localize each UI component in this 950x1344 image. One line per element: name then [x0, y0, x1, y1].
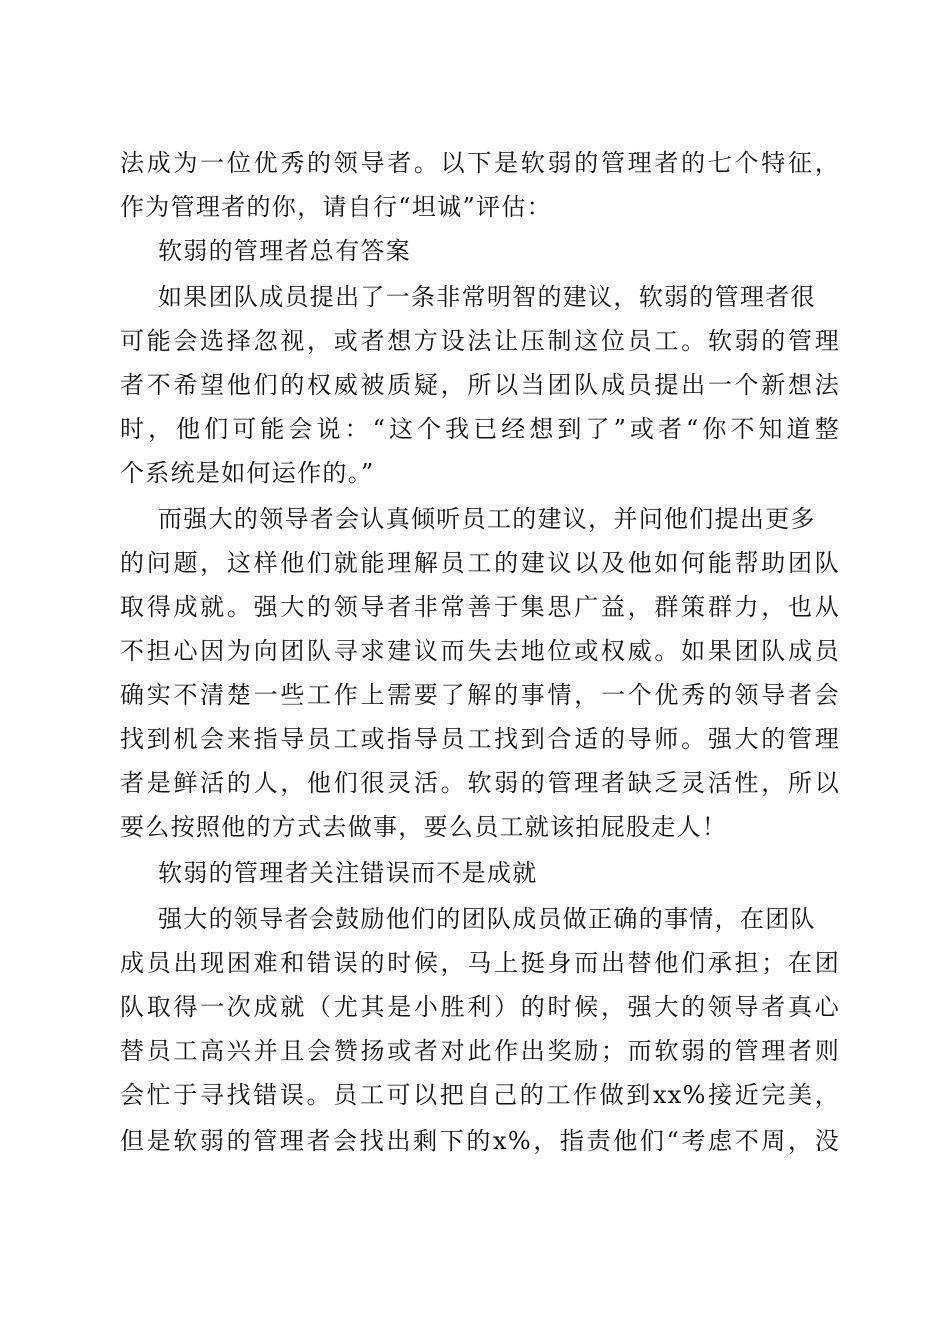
text-line: 确实不清楚一些工作上需要了解的事情，一个优秀的领导者会 — [120, 681, 840, 709]
text-line: 取得成就。强大的领导者非常善于集思广益，群策群力，也从 — [120, 593, 840, 621]
section-heading: 软弱的管理者关注错误而不是成就 — [158, 859, 538, 887]
text-line: 可能会选择忽视，或者想方设法让压制这位员工。软弱的管理 — [120, 327, 840, 355]
text-line: 会忙于寻找错误。员工可以把自己的工作做到xx%接近完美， — [120, 1081, 840, 1109]
text-line: 强大的领导者会鼓励他们的团队成员做正确的事情，在团队 — [158, 905, 816, 933]
text-line: 作为管理者的你，请自行“坦诚”评估： — [120, 193, 552, 221]
text-line: 如果团队成员提出了一条非常明智的建议，软弱的管理者很 — [158, 283, 816, 311]
text-line: 找到机会来指导员工或指导员工找到合适的导师。强大的管理 — [120, 725, 840, 753]
text-line: 成员出现困难和错误的时候，马上挺身而出替他们承担；在团 — [120, 949, 840, 977]
text-line: 替员工高兴并且会赞扬或者对此作出奖励；而软弱的管理者则 — [120, 1037, 840, 1065]
text-line: 但是软弱的管理者会找出剩下的x%，指责他们“考虑不周，没 — [120, 1127, 840, 1155]
text-line: 个系统是如何运作的。” — [120, 459, 375, 487]
text-line: 队取得一次成就（尤其是小胜利）的时候，强大的领导者真心 — [120, 993, 840, 1021]
text-line: 者是鲜活的人，他们很灵活。软弱的管理者缺乏灵活性，所以 — [120, 769, 840, 797]
text-line: 的问题，这样他们就能理解员工的建议以及他如何能帮助团队 — [120, 549, 840, 577]
text-line: 要么按照他的方式去做事，要么员工就该拍屁股走人！ — [120, 813, 728, 841]
text-line: 法成为一位优秀的领导者。以下是软弱的管理者的七个特征， — [120, 149, 840, 177]
text-line: 不担心因为向团队寻求建议而失去地位或权威。如果团队成员 — [120, 637, 840, 665]
section-heading: 软弱的管理者总有答案 — [158, 237, 411, 265]
text-line: 时，他们可能会说：“这个我已经想到了”或者“你不知道整 — [120, 415, 840, 443]
text-line: 者不希望他们的权威被质疑，所以当团队成员提出一个新想法 — [120, 371, 840, 399]
text-line: 而强大的领导者会认真倾听员工的建议，并问他们提出更多 — [158, 505, 816, 533]
